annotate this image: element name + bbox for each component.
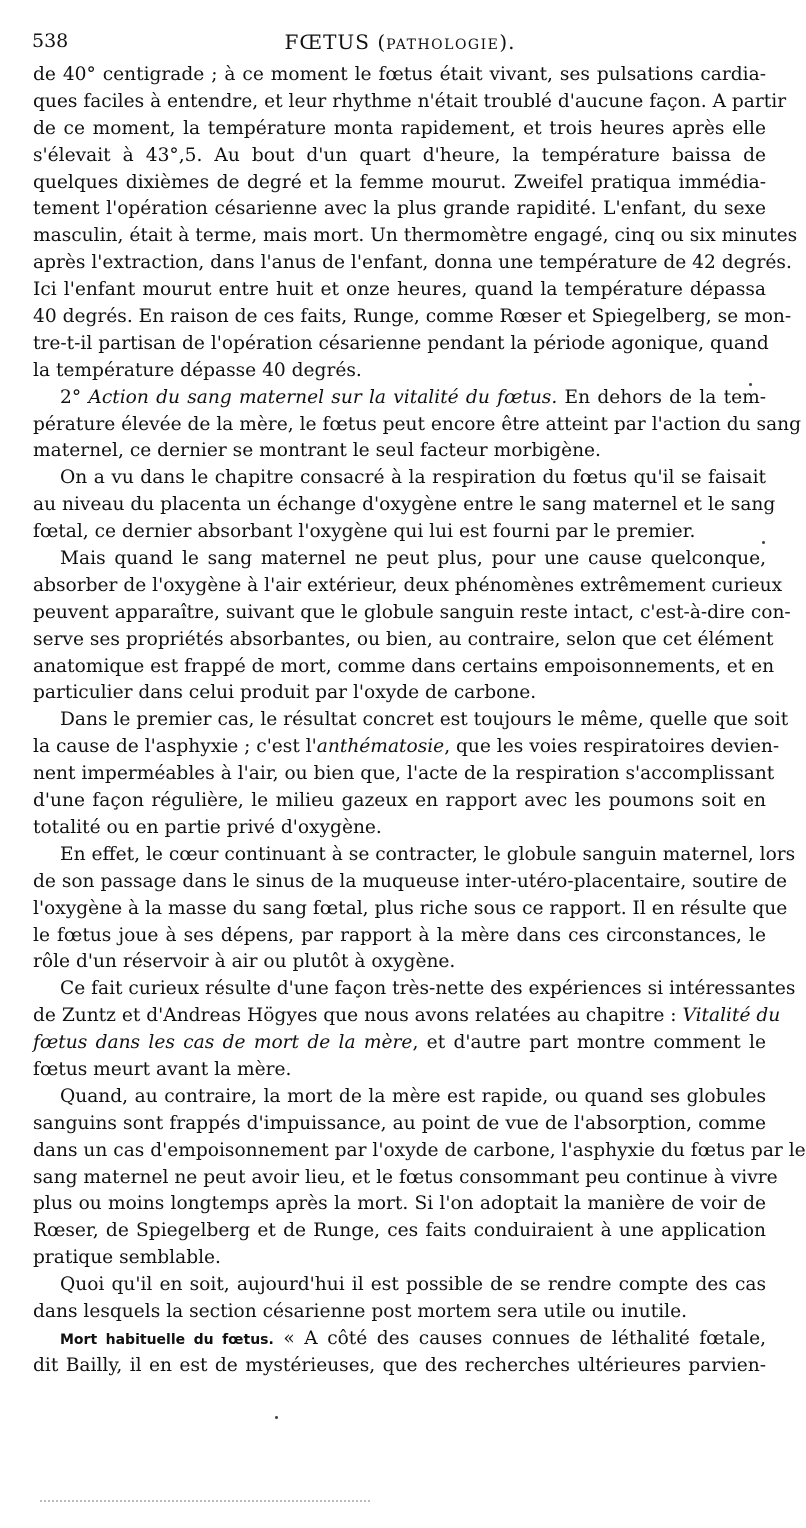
text-line: fœtus meurt avant la mère. <box>33 1058 292 1080</box>
text-line: de 40° centigrade ; à ce moment le fœtus était vivant, ses pulsations cardia- <box>33 64 766 85</box>
italic-reference: Vitalité du <box>682 1005 781 1027</box>
text-run: « A côté des causes connues de léthalité fœtale, <box>273 1327 766 1349</box>
paragraph-6 <box>33 842 796 976</box>
text-run: de Zuntz et d'Andreas Högyes que nous avons relatées au chapitre : <box>33 1005 683 1027</box>
print-speck <box>749 383 752 386</box>
running-head-end: ). <box>499 30 516 54</box>
text-line: On a vu dans le chapitre consacré à la respiration du fœtus qu'il se faisait <box>60 467 766 489</box>
text-line: Quoi qu'il en soit, aujourd'hui il est possible de se rendre compte des cas <box>60 1274 766 1296</box>
text-line <box>33 385 766 412</box>
text-line: sanguins sont frappés d'impuissance, au point de vue de l'absorption, comme <box>33 1112 766 1134</box>
text-line: quelques dixièmes de degré et la femme mourut. Zweifel pratiqua immédia- <box>33 171 766 193</box>
text-line: l'oxygène à la masse du sang fœtal, plus riche sous ce rapport. Il en résulte que <box>33 897 788 919</box>
paragraph-1 <box>33 62 798 385</box>
text-line: Rœser, de Spiegelberg et de Runge, ces faits conduiraient à une application <box>33 1220 766 1242</box>
paragraph-10 <box>33 1326 766 1380</box>
body-text <box>33 62 806 1380</box>
text-line: masculin, était à terme, mais mort. Un thermomètre engagé, cinq ou six minutes <box>33 225 798 247</box>
text-line: pérature élevée de la mère, le fœtus peut encore être atteint par l'action du sang <box>33 413 802 435</box>
text-line: s'élevait à 43°,5. Au bout d'un quart d'heure, la température baissa de <box>33 144 766 166</box>
text-line: au niveau du placenta un échange d'oxygène entre le sang maternel et le sang <box>33 494 776 516</box>
text-line <box>33 1326 766 1353</box>
text-line: tre-t-il partisan de l'opération césarienne pendant la période agonique, quand <box>33 332 769 354</box>
text-line: Mais quand le sang maternel ne peut plus, pour une cause quelconque, <box>60 548 766 570</box>
text-line: 40 degrés. En raison de ces faits, Runge, comme Rœser et Spiegelberg, se mon- <box>33 306 792 328</box>
running-head-title: FŒTUS ( <box>284 30 387 54</box>
paragraph-3 <box>33 465 776 546</box>
paragraph-7 <box>33 976 796 1084</box>
text-line: après l'extraction, dans l'anus de l'enfant, donna une température de 42 degrés. <box>33 252 792 274</box>
text-run: la cause de l'asphyxie ; c'est l' <box>33 736 317 758</box>
text-line: anatomique est frappé de mort, comme dans certains empoisonnements, et en <box>33 655 775 677</box>
paragraph-2 <box>33 385 802 466</box>
text-line: nent imperméables à l'air, ou bien que, l'acte de la respiration s'accomplissant <box>33 763 775 785</box>
text-line: Dans le premier cas, le résultat concret est toujours le même, quelle que soit <box>60 709 789 731</box>
print-speck <box>275 1416 278 1419</box>
text-line: de son passage dans le sinus de la muqueuse inter-utéro-placentaire, soutire de <box>33 870 788 892</box>
paragraph-5 <box>33 707 789 841</box>
text-line: fœtal, ce dernier absorbant l'oxygène qui lui est fourni par le premier. <box>33 521 696 543</box>
running-head <box>0 30 800 54</box>
text-line: particulier dans celui produit par l'oxyde de carbone. <box>33 682 537 704</box>
text-line: pratique semblable. <box>33 1247 221 1269</box>
text-run: En dehors de la tem- <box>557 386 767 408</box>
text-run: , et d'autre part montre comment le <box>412 1032 767 1054</box>
text-line: de ce moment, la température monta rapidement, et trois heures après elle <box>33 117 766 139</box>
text-line: la température dépasse 40 degrés. <box>33 359 362 381</box>
text-run: , que les voies respiratoires devien- <box>444 736 780 758</box>
paragraph-4 <box>33 546 791 707</box>
text-line: tement l'opération césarienne avec la plus grande rapidité. L'enfant, du sexe <box>33 198 766 220</box>
text-line: serve ses propriétés absorbantes, ou bien, au contraire, selon que cet élément <box>33 628 774 650</box>
page-header <box>0 30 800 60</box>
section-number: 2° <box>60 386 89 408</box>
text-line: rôle d'un réservoir à air ou plutôt à oxygène. <box>33 951 456 973</box>
text-line: dit Bailly, il en est de mystérieuses, que des recherches ultérieures parvien- <box>33 1354 766 1376</box>
text-line <box>33 734 780 761</box>
scan-artifact <box>40 1500 370 1505</box>
text-line: Ici l'enfant mourut entre huit et onze heures, quand la température dépassa <box>33 279 766 301</box>
text-line: d'une façon régulière, le milieu gazeux en rapport avec les poumons soit en <box>33 790 766 812</box>
section-heading: Action du sang maternel sur la vitalité du fœtus. <box>88 386 558 408</box>
text-line: Quand, au contraire, la mort de la mère est rapide, ou quand ses globules <box>60 1085 766 1107</box>
text-line: absorber de l'oxygène à l'air extérieur, deux phénomènes extrêmement curieux <box>33 574 783 596</box>
running-head-subtitle: PATHOLOGIE <box>386 37 500 53</box>
page-number: 538 <box>32 30 69 52</box>
text-line <box>33 1003 781 1030</box>
italic-reference: fœtus dans les cas de mort de la mère <box>33 1032 413 1054</box>
paragraph-8 <box>33 1084 806 1272</box>
paragraph-9 <box>33 1272 766 1326</box>
text-line: maternel, ce dernier se montrant le seul facteur morbigène. <box>33 440 601 462</box>
italic-term: anthématosie <box>316 736 445 758</box>
text-line: le fœtus joue à ses dépens, par rapport à la mère dans ces circonstances, le <box>33 924 766 946</box>
text-line: peuvent apparaître, suivant que le globule sanguin reste intact, c'est-à-dire con- <box>33 601 791 623</box>
text-line: dans lesquels la section césarienne post mortem sera utile ou inutile. <box>33 1300 688 1322</box>
text-line: En effet, le cœur continuant à se contracter, le globule sanguin maternel, lors <box>60 843 796 865</box>
text-line: plus ou moins longtemps après la mort. Si l'on adoptait la manière de voir de <box>33 1193 766 1215</box>
run-in-heading: Mort habituelle du fœtus. <box>60 1331 274 1348</box>
text-line: totalité ou en partie privé d'oxygène. <box>33 816 382 838</box>
text-line: ques faciles à entendre, et leur rhythme n'était troublé d'aucune façon. A partir <box>33 90 787 112</box>
print-speck <box>762 541 765 544</box>
text-line: Ce fait curieux résulte d'une façon très-nette des expériences si intéressantes <box>60 978 796 1000</box>
text-line <box>33 1030 766 1057</box>
text-line: dans un cas d'empoisonnement par l'oxyde de carbone, l'asphyxie du fœtus par le <box>33 1139 806 1161</box>
text-line: sang maternel ne peut avoir lieu, et le fœtus consommant peu continue à vivre <box>33 1166 778 1188</box>
